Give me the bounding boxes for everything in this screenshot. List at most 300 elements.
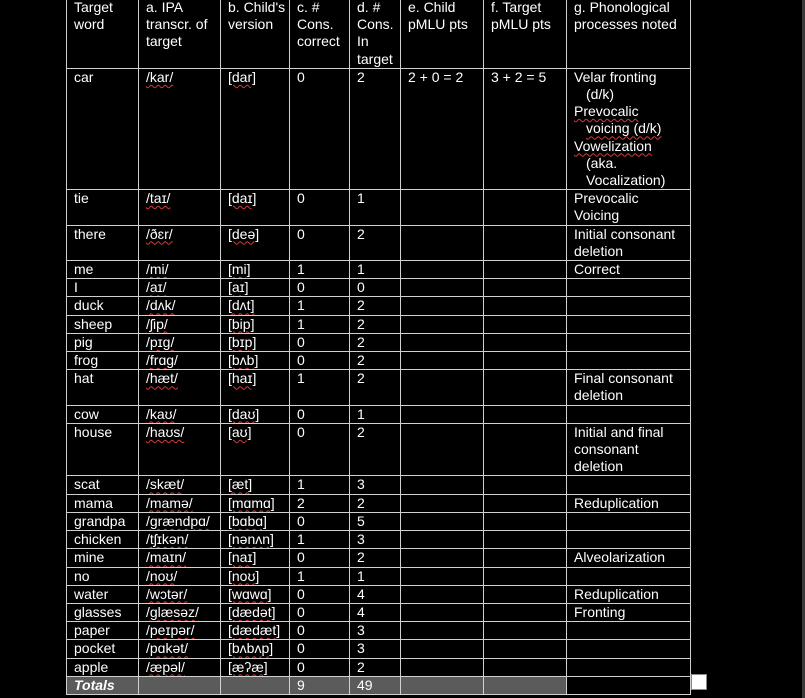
cons-in-target-cell[interactable] [350,603,401,621]
child-version-cell-text: [mɑmɑ] [228,494,275,511]
word-cell-text: there [74,225,106,242]
ipa-cell[interactable] [139,512,221,530]
phonology-table [66,0,691,695]
ipa-cell[interactable] [139,549,221,567]
word-cell[interactable] [67,658,139,676]
ipa-cell-text: /wɔtər/ [146,585,188,602]
ipa-cell[interactable] [139,68,221,189]
child-version-cell-text: [dʌt] [228,297,255,314]
ipa-cell-text: /noʊ/ [146,567,178,584]
phon-process-cell[interactable] [567,512,691,530]
child-version-cell[interactable] [221,261,290,279]
header-phon-processes[interactable]: g. Phonological processes noted [567,0,691,68]
cons-correct-cell[interactable] [290,297,350,315]
cons-in-target-cell-text: 2 [357,315,365,332]
word-cell[interactable] [67,549,139,567]
child-pmlu-cell[interactable] [401,603,484,621]
child-version-cell[interactable] [221,640,290,658]
cons-correct-cell[interactable] [290,352,350,370]
cons-correct-cell[interactable] [290,68,350,189]
child-pmlu-cell[interactable] [401,315,484,333]
child-version-cell[interactable] [221,370,290,405]
cons-correct-cell-text: 0 [297,423,305,440]
child-version-cell[interactable] [221,567,290,585]
table-row [67,494,691,512]
child-version-cell[interactable] [221,352,290,370]
child-pmlu-cell[interactable] [401,549,484,567]
child-version-cell[interactable] [221,405,290,423]
phon-process-cell[interactable] [567,279,691,297]
cons-in-target-cell[interactable] [350,476,401,494]
word-cell[interactable] [67,315,139,333]
cons-correct-cell-text: 1 [297,297,305,314]
cons-in-target-cell[interactable] [350,423,401,476]
cons-correct-cell-text: 0 [297,658,305,675]
phon-process-cell[interactable] [567,352,691,370]
ipa-cell[interactable] [139,423,221,476]
phon-process-line: Alveolarization [574,549,666,566]
ipa-cell[interactable] [139,370,221,405]
child-version-cell[interactable] [221,333,290,351]
phon-process-line: Fronting [574,603,626,620]
header-target-pmlu[interactable]: f. Target pMLU pts [484,0,567,68]
word-cell[interactable] [67,512,139,530]
child-pmlu-cell[interactable] [401,279,484,297]
target-pmlu-cell[interactable] [484,476,567,494]
child-pmlu-cell[interactable] [401,261,484,279]
word-cell[interactable] [67,423,139,476]
cons-correct-cell-text: 0 [297,549,305,566]
phon-process-cell[interactable] [567,531,691,549]
totals-cons-in-target[interactable]: 49 [350,676,401,694]
cons-correct-cell[interactable] [290,225,350,260]
cons-correct-cell-text: 1 [297,531,305,548]
cons-correct-cell-text: 0 [297,68,305,85]
word-cell[interactable] [67,640,139,658]
word-cell[interactable] [67,494,139,512]
cons-correct-cell[interactable] [290,585,350,603]
cons-correct-cell-text: 0 [297,405,305,422]
cons-correct-cell-text: 1 [297,567,305,584]
totals-cons-correct[interactable]: 9 [290,676,350,694]
ipa-cell-text: /grændpɑ/ [146,512,210,529]
cons-correct-cell[interactable] [290,640,350,658]
cons-in-target-cell-text: 1 [357,190,365,207]
cons-in-target-cell[interactable] [350,658,401,676]
cons-correct-cell[interactable] [290,567,350,585]
child-pmlu-cell[interactable] [401,531,484,549]
totals-label[interactable]: Totals [67,676,139,694]
target-pmlu-cell[interactable] [484,68,567,189]
word-cell[interactable] [67,405,139,423]
word-cell[interactable] [67,297,139,315]
table-row [67,225,691,260]
child-pmlu-cell[interactable] [401,640,484,658]
child-version-cell-text: [daɪ] [228,190,257,207]
word-cell[interactable] [67,279,139,297]
child-version-cell[interactable] [221,494,290,512]
cons-correct-cell-text: 0 [297,279,305,296]
phon-process-line: Prevocalic [574,190,639,207]
cons-correct-cell[interactable] [290,658,350,676]
cons-correct-cell[interactable] [290,333,350,351]
header-child-version[interactable]: b. Child's version [221,0,290,68]
child-version-cell[interactable] [221,512,290,530]
child-version-cell-text: [wɑwɑ] [228,585,272,602]
ipa-cell[interactable] [139,261,221,279]
target-pmlu-cell[interactable] [484,370,567,405]
child-version-cell[interactable] [221,476,290,494]
child-version-cell-text: [aʊ] [228,423,252,440]
target-pmlu-cell[interactable] [484,531,567,549]
cons-correct-cell[interactable] [290,315,350,333]
cons-in-target-cell[interactable] [350,405,401,423]
phon-process-line: Vowelization [574,137,652,154]
word-cell-text: pig [74,333,93,350]
ipa-cell[interactable] [139,352,221,370]
cons-correct-cell-text: 0 [297,333,305,350]
cons-in-target-cell[interactable] [350,190,401,225]
ipa-cell[interactable] [139,531,221,549]
cons-in-target-cell-text: 2 [357,225,365,242]
cons-in-target-cell[interactable] [350,567,401,585]
header-child-pmlu[interactable]: e. Child pMLU pts [401,0,484,68]
child-pmlu-cell[interactable] [401,585,484,603]
target-pmlu-cell[interactable] [484,585,567,603]
phon-process-cell[interactable] [567,622,691,640]
ipa-cell[interactable] [139,494,221,512]
totals-processes[interactable] [567,676,691,694]
cons-correct-cell-text: 0 [297,190,305,207]
ipa-cell[interactable] [139,225,221,260]
child-pmlu-cell[interactable] [401,423,484,476]
ipa-cell[interactable] [139,585,221,603]
ipa-cell[interactable] [139,476,221,494]
child-version-cell[interactable] [221,585,290,603]
cons-correct-cell[interactable] [290,405,350,423]
table-row [67,405,691,423]
child-pmlu-cell[interactable] [401,190,484,225]
child-version-cell-text: [nənʌn] [228,531,274,548]
child-pmlu-cell[interactable] [401,567,484,585]
ipa-cell[interactable] [139,297,221,315]
child-version-cell[interactable] [221,658,290,676]
table-row [67,531,691,549]
target-pmlu-cell[interactable] [484,405,567,423]
cons-in-target-cell[interactable] [350,512,401,530]
word-cell-text: sheep [74,315,113,332]
cons-correct-cell[interactable] [290,494,350,512]
word-cell-text: cow [74,405,99,422]
phon-process-cell[interactable] [567,315,691,333]
word-cell[interactable] [67,622,139,640]
ipa-cell-text: /hæt/ [146,370,178,387]
word-cell[interactable] [67,585,139,603]
phon-process-cell[interactable] [567,297,691,315]
cons-in-target-cell[interactable] [350,531,401,549]
cons-correct-cell-text: 1 [297,315,305,332]
ipa-cell-text: /maɪn/ [146,549,186,566]
table-row [67,567,691,585]
child-version-cell[interactable] [221,68,290,189]
cons-in-target-cell[interactable] [350,68,401,189]
cons-in-target-cell[interactable] [350,622,401,640]
target-pmlu-cell[interactable] [484,603,567,621]
phon-process-cell[interactable] [567,549,691,567]
child-version-cell[interactable] [221,190,290,225]
cons-in-target-cell-text: 4 [357,603,365,620]
phon-process-line: Initial and final [574,423,664,440]
target-pmlu-cell[interactable] [484,297,567,315]
child-pmlu-cell[interactable] [401,476,484,494]
phon-process-line: Prevocalic [574,103,639,120]
child-version-cell[interactable] [221,225,290,260]
cons-in-target-cell[interactable] [350,370,401,405]
table-row [67,622,691,640]
word-cell-text: scat [74,476,100,493]
word-cell[interactable] [67,567,139,585]
cons-in-target-cell[interactable] [350,333,401,351]
child-pmlu-cell[interactable] [401,405,484,423]
phon-process-cell[interactable] [567,494,691,512]
cons-in-target-cell-text: 2 [357,658,365,675]
word-cell[interactable] [67,190,139,225]
ipa-cell[interactable] [139,658,221,676]
cons-in-target-cell-text: 4 [357,585,365,602]
phon-process-line: Reduplication [574,494,659,511]
cons-in-target-cell[interactable] [350,585,401,603]
word-cell[interactable] [67,476,139,494]
child-pmlu-cell[interactable] [401,333,484,351]
phon-process-cell[interactable] [567,261,691,279]
ipa-cell-text: /ðɛr/ [146,225,173,242]
child-pmlu-cell[interactable] [401,370,484,405]
header-cons-correct[interactable]: c. # Cons. correct [290,0,350,68]
ipa-cell-text: /peɪpər/ [146,622,195,639]
child-pmlu-cell[interactable] [401,297,484,315]
child-version-cell[interactable] [221,279,290,297]
cons-in-target-cell-text: 3 [357,622,365,639]
phon-process-cell[interactable] [567,567,691,585]
target-pmlu-cell[interactable] [484,279,567,297]
header-cons-in-target[interactable]: d. # Cons. In target [350,0,401,68]
child-version-cell[interactable] [221,622,290,640]
word-cell-text: frog [74,352,99,369]
ipa-cell-text: /mi/ [146,261,169,278]
cons-in-target-cell-text: 2 [357,333,365,350]
cons-in-target-cell[interactable] [350,261,401,279]
word-cell[interactable] [67,68,139,189]
totals-ipa[interactable] [139,676,221,694]
cons-correct-cell-text: 1 [297,476,305,493]
cons-correct-cell[interactable] [290,531,350,549]
target-pmlu-cell[interactable] [484,261,567,279]
ipa-cell[interactable] [139,640,221,658]
cons-correct-cell[interactable] [290,512,350,530]
cons-correct-cell-text: 0 [297,225,305,242]
cons-in-target-cell-text: 2 [357,494,365,511]
phon-process-line: Initial consonant [574,225,676,242]
phon-process-cell[interactable] [567,640,691,658]
target-pmlu-cell[interactable] [484,352,567,370]
word-cell-text: mine [74,549,105,566]
phon-process-cell[interactable] [567,423,691,476]
cons-correct-cell[interactable] [290,261,350,279]
child-version-cell-text: [bʌb] [228,352,259,369]
child-version-cell[interactable] [221,531,290,549]
ipa-cell[interactable] [139,315,221,333]
target-pmlu-cell[interactable] [484,315,567,333]
child-pmlu-cell[interactable] [401,68,484,189]
child-version-cell-text: [bɪp] [228,333,257,350]
target-pmlu-cell[interactable] [484,494,567,512]
ipa-cell[interactable] [139,622,221,640]
cons-in-target-cell[interactable] [350,279,401,297]
resize-handle[interactable] [691,674,707,690]
cons-in-target-cell-text: 2 [357,370,365,387]
cons-in-target-cell[interactable] [350,549,401,567]
target-pmlu-cell[interactable] [484,423,567,476]
phon-process-cell[interactable] [567,476,691,494]
target-pmlu-cell[interactable] [484,333,567,351]
child-version-cell-text: [haɪ] [228,370,257,387]
child-pmlu-cell[interactable] [401,658,484,676]
child-pmlu-cell[interactable] [401,512,484,530]
table-row [67,640,691,658]
child-version-cell-text: [daʊ] [228,405,260,422]
word-cell[interactable] [67,603,139,621]
cons-correct-cell[interactable] [290,549,350,567]
table-row [67,512,691,530]
word-cell[interactable] [67,531,139,549]
header-ipa-target[interactable] [139,0,221,68]
target-pmlu-cell[interactable] [484,190,567,225]
ipa-cell[interactable] [139,405,221,423]
ipa-cell[interactable] [139,567,221,585]
cons-correct-cell[interactable] [290,190,350,225]
word-cell-text: car [74,68,94,85]
cons-correct-cell[interactable] [290,603,350,621]
cons-in-target-cell[interactable] [350,640,401,658]
table-row [67,585,691,603]
totals-target-pmlu[interactable] [484,676,567,694]
table-row [67,352,691,370]
ipa-cell[interactable] [139,603,221,621]
phon-process-line: (d/k) [586,86,614,103]
word-cell-text: pocket [74,640,116,657]
target-pmlu-cell[interactable] [484,640,567,658]
target-pmlu-cell[interactable] [484,512,567,530]
phon-process-cell[interactable] [567,333,691,351]
phon-process-cell[interactable] [567,225,691,260]
cons-correct-cell[interactable] [290,476,350,494]
cons-in-target-cell-text: 3 [357,476,365,493]
child-pmlu-cell[interactable] [401,494,484,512]
table-row [67,423,691,476]
totals-child[interactable] [221,676,290,694]
phon-process-cell[interactable] [567,405,691,423]
phon-process-cell[interactable] [567,190,691,225]
word-cell[interactable] [67,261,139,279]
word-cell[interactable] [67,370,139,405]
child-version-cell[interactable] [221,549,290,567]
ipa-cell[interactable] [139,279,221,297]
word-cell[interactable] [67,225,139,260]
child-pmlu-cell[interactable] [401,225,484,260]
cons-in-target-cell[interactable] [350,225,401,260]
cons-correct-cell-text: 0 [297,585,305,602]
target-pmlu-cell[interactable] [484,225,567,260]
ipa-cell[interactable] [139,190,221,225]
table-row [67,68,691,189]
ipa-cell-text: /taɪ/ [146,190,171,207]
phon-process-cell[interactable] [567,68,691,189]
cons-in-target-cell[interactable] [350,494,401,512]
word-cell-text: paper [74,622,110,639]
ipa-cell-text: /skæt/ [146,476,185,493]
child-version-cell-text: [mi] [228,261,251,278]
cons-correct-cell[interactable] [290,622,350,640]
child-version-cell-text: [aɪ] [228,279,249,296]
cons-in-target-cell-text: 2 [357,68,365,85]
word-cell[interactable] [67,352,139,370]
word-cell-text: glasses [74,603,122,620]
child-version-cell[interactable] [221,603,290,621]
child-version-cell[interactable] [221,315,290,333]
child-version-cell[interactable] [221,423,290,476]
phon-process-line: Voicing [574,207,620,224]
totals-child-pmlu[interactable] [401,676,484,694]
cons-correct-cell[interactable] [290,279,350,297]
word-cell[interactable] [67,333,139,351]
child-pmlu-cell[interactable] [401,622,484,640]
cons-in-target-cell-text: 2 [357,423,365,440]
ipa-cell[interactable] [139,333,221,351]
cons-in-target-cell[interactable] [350,352,401,370]
target-pmlu-cell[interactable] [484,658,567,676]
phon-process-cell[interactable] [567,370,691,405]
child-version-cell-text: [æʔæ] [228,658,268,675]
child-version-cell[interactable] [221,297,290,315]
phon-process-cell[interactable] [567,658,691,676]
target-pmlu-cell[interactable] [484,622,567,640]
cons-correct-cell-text: 2 [297,494,305,511]
phon-process-line: Correct [574,261,620,278]
header-target-word[interactable]: Target word [67,0,139,68]
child-pmlu-cell[interactable] [401,352,484,370]
cons-in-target-cell-text: 5 [357,512,365,529]
ipa-cell-text: /tʃɪkən/ [146,531,189,548]
target-pmlu-cell[interactable] [484,549,567,567]
ipa-cell-text: /dʌk/ [146,297,176,314]
table-row [67,549,691,567]
cons-in-target-cell[interactable] [350,315,401,333]
ipa-cell-text: /æpəl/ [146,658,185,675]
table-row [67,261,691,279]
totals-row [67,676,691,694]
cons-correct-cell[interactable] [290,370,350,405]
cons-correct-cell[interactable] [290,423,350,476]
header-ipa-text: a. IPA transcr. of target [146,0,208,50]
cons-correct-cell-text: 0 [297,352,305,369]
target-pmlu-cell[interactable] [484,567,567,585]
cons-correct-cell-text: 0 [297,603,305,620]
ipa-cell-text: /kaʊ/ [146,405,177,422]
cons-in-target-cell[interactable] [350,297,401,315]
phon-process-cell[interactable] [567,585,691,603]
cons-correct-cell-text: 0 [297,512,305,529]
phon-process-cell[interactable] [567,603,691,621]
